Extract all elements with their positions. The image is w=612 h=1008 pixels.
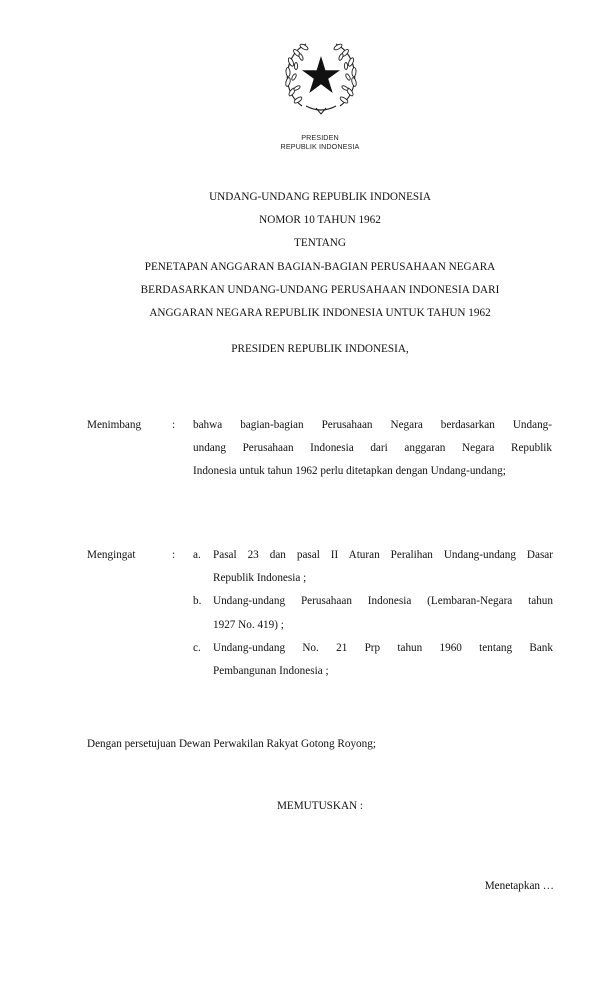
mengingat-colon: :: [172, 549, 176, 561]
list-item-line: Republik Indonesia ;: [213, 572, 307, 585]
menimbang-line: Indonesia untuk tahun 1962 perlu ditetapkan dengan Undang-undang;: [193, 465, 506, 478]
memutuskan-heading: MEMUTUSKAN :: [276, 800, 364, 812]
list-marker: a.: [193, 549, 201, 561]
presiden-heading: PRESIDEN REPUBLIK INDONESIA,: [231, 343, 409, 355]
menimbang-line: undang Perusahaan Indonesia dari anggaran Negara Republik: [193, 442, 552, 455]
menimbang-line: bahwa bagian-bagian Perusahaan Negara berdasarkan Undang-: [193, 419, 552, 431]
list-item-line: Pasal 23 dan pasal II Aturan Peralihan Undang-undang Dasar: [213, 549, 553, 561]
list-marker: b.: [193, 595, 202, 608]
list-item-line: Undang-undang Perusahaan Indonesia (Lembaran-Negara tahun: [213, 595, 553, 608]
document-title: [0, 186, 612, 325]
emblem-caption-presiden: PRESIDEN: [301, 133, 339, 142]
title-line-subject-2: BERDASARKAN UNDANG-UNDANG PERUSAHAAN INDONESIA DARI: [140, 283, 500, 296]
list-item: [193, 590, 553, 636]
mengingat-list: [193, 544, 553, 683]
title-line-law: UNDANG-UNDANG REPUBLIK INDONESIA: [209, 191, 431, 203]
menimbang-colon: :: [172, 419, 176, 431]
emblem-caption-republik: REPUBLIK INDONESIA: [280, 142, 360, 151]
mengingat-label: Mengingat: [87, 549, 136, 561]
list-marker: c.: [193, 641, 201, 654]
list-item: [193, 544, 553, 590]
list-item: [193, 637, 553, 683]
title-line-subject-1: PENETAPAN ANGGARAN BAGIAN-BAGIAN PERUSAHAAN NEGARA: [144, 260, 496, 273]
list-item-line: Pembangunan Indonesia ;: [213, 665, 329, 678]
list-item-line: Undang-undang No. 21 Prp tahun 1960 tentang Bank: [213, 641, 553, 654]
continuation-text: Menetapkan …: [484, 880, 554, 892]
title-line-tentang: TENTANG: [294, 237, 346, 250]
menimbang-text: [193, 414, 552, 484]
menimbang-label: Menimbang: [87, 419, 142, 431]
star-wreath-emblem-icon: [282, 40, 360, 120]
title-line-subject-3: ANGGARAN NEGARA REPUBLIK INDONESIA UNTUK TAHUN 1962: [149, 307, 491, 320]
dengan-persetujuan-text: Dengan persetujuan Dewan Perwakilan Rakyat Gotong Royong;: [87, 738, 376, 750]
list-item-line: 1927 No. 419) ;: [213, 618, 284, 631]
title-line-number: NOMOR 10 TAHUN 1962: [259, 214, 381, 227]
